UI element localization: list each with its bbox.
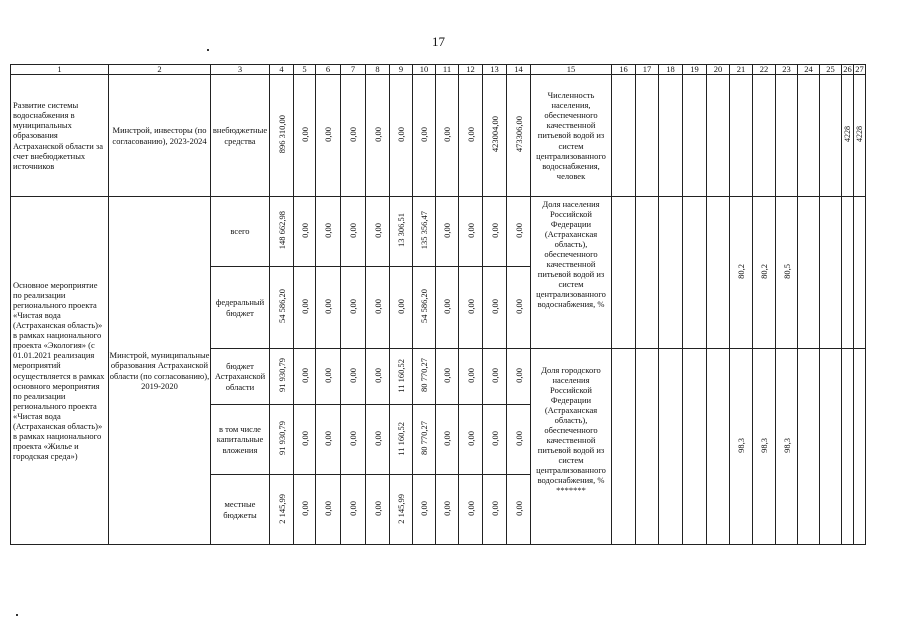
scan-speck <box>207 49 209 51</box>
value-cell: 0,00 <box>396 299 406 314</box>
value-cell: 0,00 <box>323 501 333 516</box>
indicator-value: 4228 <box>842 126 852 143</box>
col-header: 4 <box>270 65 294 75</box>
value-cell: 0,00 <box>465 127 476 142</box>
value-cell: 0,00 <box>348 431 358 446</box>
measure-executor: Минстрой, инвесторы (по согласованию), 2023-2024 <box>109 75 211 197</box>
value-cell: 0,00 <box>489 368 500 383</box>
col-header: 6 <box>316 65 341 75</box>
value-cell: 135 356,47 <box>419 211 429 250</box>
value-cell: 0,00 <box>323 127 333 142</box>
col-header: 26 <box>843 64 852 74</box>
value-cell: 0,00 <box>419 127 429 142</box>
value-cell: 0,00 <box>299 299 310 314</box>
col-header: 25 <box>820 65 842 75</box>
value-cell: 0,00 <box>299 223 310 238</box>
value-cell: 0,00 <box>299 127 310 142</box>
value-cell: 13 306,51 <box>396 213 406 248</box>
value-cell: 0,00 <box>323 368 333 383</box>
value-cell: 0,00 <box>489 501 500 516</box>
col-header: 11 <box>436 65 459 75</box>
funding-source: местные бюджеты <box>211 475 270 545</box>
value-cell: 2 145,99 <box>276 493 287 524</box>
value-cell: 80 770,27 <box>419 421 429 456</box>
col-header: 14 <box>507 65 531 75</box>
value-cell: 0,00 <box>372 501 383 516</box>
col-header: 20 <box>707 65 730 75</box>
column-numbers-row <box>11 65 866 75</box>
value-cell: 0,00 <box>348 299 358 314</box>
col-header: 7 <box>341 65 366 75</box>
value-cell: 0,00 <box>299 501 310 516</box>
value-cell: 54 586,20 <box>276 289 287 324</box>
col-header: 19 <box>683 65 707 75</box>
value-cell: 0,00 <box>372 368 383 383</box>
scan-speck <box>16 614 18 616</box>
col-header: 8 <box>366 65 390 75</box>
col-header: 18 <box>659 65 683 75</box>
value-cell: 11 160,52 <box>396 421 406 456</box>
funding-source: внебюджетные средства <box>211 75 270 197</box>
value-cell: 0,00 <box>513 299 524 314</box>
value-cell: 0,00 <box>372 223 383 238</box>
value-cell: 0,00 <box>465 501 476 516</box>
indicator-name: Доля городского населения Российской Федерации (Астраханская область), обеспеченного качественной питьевой водой из систем централизованного водоснабжения, % ******* <box>531 349 612 545</box>
col-header: 23 <box>776 65 798 75</box>
value-cell: 0,00 <box>442 368 452 383</box>
value-cell: 0,00 <box>442 127 452 142</box>
table-row-total <box>11 197 866 267</box>
col-header: 10 <box>413 65 436 75</box>
col-header: 3 <box>211 65 270 75</box>
funding-source: бюджет Астраханской области <box>211 349 270 405</box>
indicator-name: Доля населения Российской Федерации (Астраханская область), обеспеченного качественной питьевой водой из систем централизованного водоснабжения, % <box>531 197 612 349</box>
indicator-name: Численность населения, обеспеченного качественной питьевой водой из систем централизованного водоснабжения, человек <box>531 75 612 197</box>
page-number: 17 <box>432 34 445 49</box>
value-cell: 896 310,00 <box>276 115 287 154</box>
indicator-value: 80,2 <box>736 264 746 279</box>
table-row-water-supply <box>11 75 866 197</box>
value-cell: 0,00 <box>348 501 358 516</box>
col-header: 24 <box>798 65 820 75</box>
value-cell: 0,00 <box>372 127 383 142</box>
value-cell: 0,00 <box>465 223 476 238</box>
value-cell: 0,00 <box>348 223 358 238</box>
indicator-value: 98,3 <box>781 438 792 453</box>
col-header: 21 <box>730 65 753 75</box>
value-cell: 0,00 <box>513 368 524 383</box>
value-cell: 0,00 <box>513 223 524 238</box>
col-header: 13 <box>483 65 507 75</box>
measure-name: Развитие системы водоснабжения в муниципальных образования Астраханской области за счет внебюджетных источников <box>11 75 109 197</box>
col-header: 27 <box>855 64 864 74</box>
col-header: 5 <box>294 65 316 75</box>
value-cell: 0,00 <box>299 368 310 383</box>
value-cell: 0,00 <box>489 223 500 238</box>
value-cell: 91 930,79 <box>276 358 287 393</box>
value-cell: 91 930,79 <box>276 421 287 456</box>
value-cell: 0,00 <box>465 299 476 314</box>
indicator-value: 80,2 <box>759 264 769 279</box>
value-cell: 0,00 <box>419 501 429 516</box>
measure-name: Основное мероприятие по реализации регионального проекта «Чистая вода (Астраханская область)» в рамках национального проекта «Экология» (с 01.01.2021 реализация мероприятий осуществляется в рамках основного мероприятия по реализации регионального проекта «Чистая вода (Астраханская область)» в рамках национального проекта «Жилье и городская среда») <box>11 197 109 545</box>
col-header: 16 <box>612 65 636 75</box>
col-header: 12 <box>459 65 483 75</box>
value-cell: 0,00 <box>348 368 358 383</box>
value-cell: 0,00 <box>465 368 476 383</box>
value-cell: 0,00 <box>465 431 476 446</box>
funding-source: в том числе капитальные вложения <box>211 405 270 475</box>
col-header: 2 <box>109 65 211 75</box>
indicator-value: 4228 <box>854 126 864 143</box>
value-cell: 0,00 <box>489 431 500 446</box>
value-cell: 0,00 <box>348 127 358 142</box>
value-cell: 54 586,20 <box>419 289 429 324</box>
value-cell: 0,00 <box>299 431 310 446</box>
value-cell: 0,00 <box>396 127 406 142</box>
measure-executor: Минстрой, муниципальные образования Астраханской области (по согласованию), 2019-2020 <box>109 197 211 545</box>
value-cell: 0,00 <box>489 299 500 314</box>
value-cell: 80 770,27 <box>419 358 429 393</box>
indicator-value: 80,5 <box>781 264 792 279</box>
indicator-value: 98,3 <box>736 438 746 453</box>
value-cell: 0,00 <box>442 223 452 238</box>
indicator-value: 98,3 <box>759 438 769 453</box>
value-cell: 2 145,99 <box>396 493 406 524</box>
value-cell: 0,00 <box>442 501 452 516</box>
program-table <box>10 64 866 545</box>
value-cell: 473306,00 <box>513 116 524 153</box>
value-cell: 0,00 <box>442 431 452 446</box>
col-header: 15 <box>531 65 612 75</box>
value-cell: 0,00 <box>323 299 333 314</box>
value-cell: 0,00 <box>323 223 333 238</box>
col-header: 22 <box>753 65 776 75</box>
value-cell: 0,00 <box>513 501 524 516</box>
value-cell: 148 662,98 <box>276 211 287 250</box>
col-header: 9 <box>390 65 413 75</box>
value-cell: 0,00 <box>323 431 333 446</box>
col-header: 17 <box>636 65 659 75</box>
funding-source: федеральный бюджет <box>211 267 270 349</box>
value-cell: 0,00 <box>372 299 383 314</box>
value-cell: 0,00 <box>442 299 452 314</box>
value-cell: 11 160,52 <box>396 358 406 393</box>
funding-source: всего <box>211 197 270 267</box>
value-cell: 0,00 <box>513 431 524 446</box>
value-cell: 423004,00 <box>489 116 500 153</box>
value-cell: 0,00 <box>372 431 383 446</box>
measures-table <box>10 64 866 545</box>
col-header: 1 <box>11 65 109 75</box>
